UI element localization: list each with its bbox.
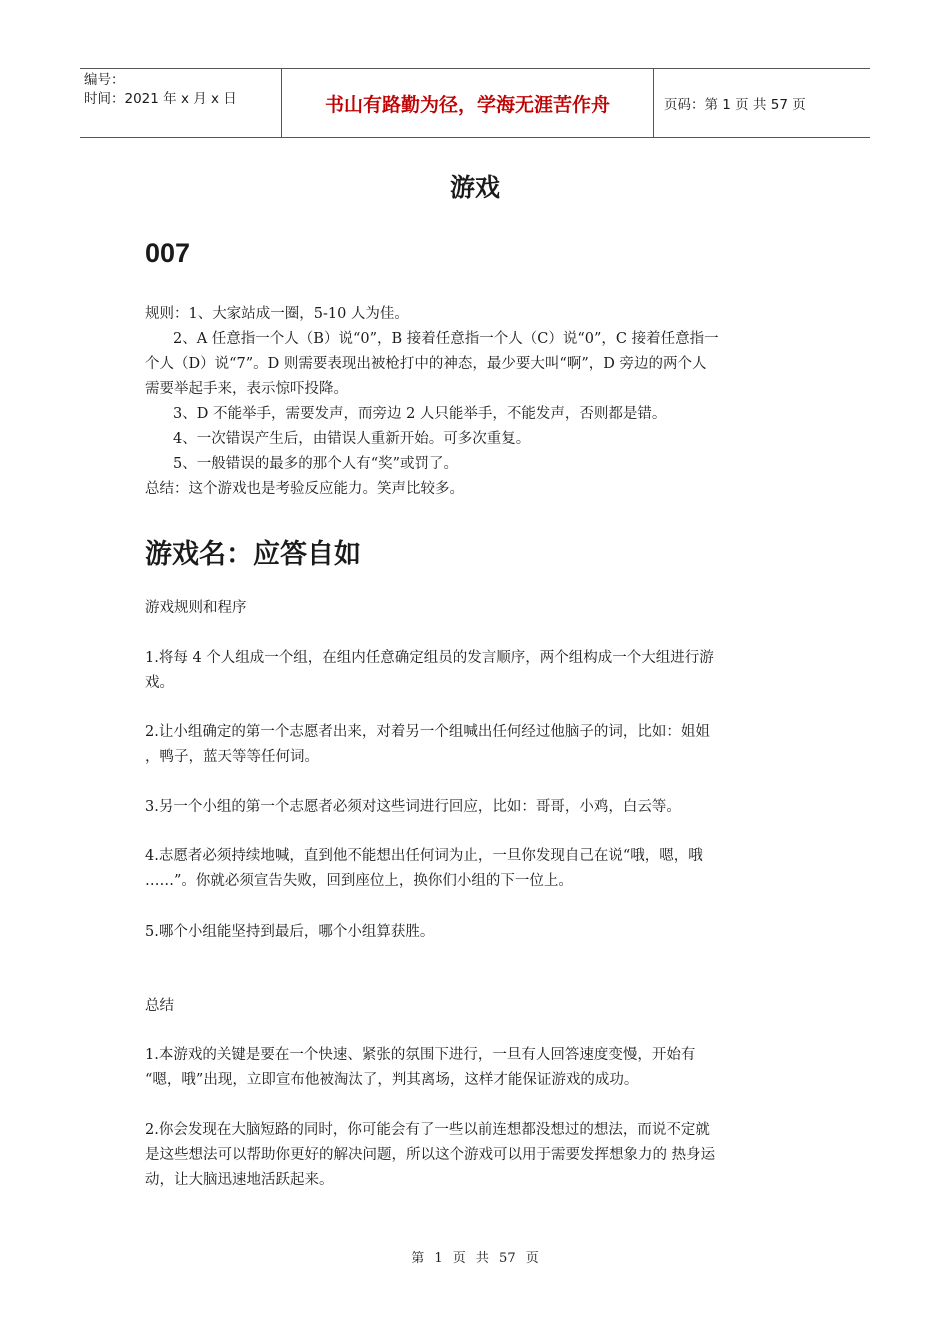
rule-1-line: 1.将每 4 个人组成一个组，在组内任意确定组员的发言顺序，两个组构成一个大组进行游 [145,650,714,666]
rule-line: 需要举起手来，表示惊吓投降。 [145,381,348,397]
time-label: 时间：2021 年 x 月 x 日 [84,91,237,107]
header-meta [80,69,282,137]
summary-1-line: “嗯，哦”出现，立即宣布他被淘汰了，判其离场，这样才能保证游戏的成功。 [145,1072,639,1088]
page-footer: 第 1 页 共 57 页 [411,1251,539,1266]
page-title: 游戏 [449,173,500,202]
rule-1-line: 戏。 [145,675,174,691]
summary-title: 总结 [145,998,174,1014]
rule-4-line: 4.志愿者必须持续地喊，直到他不能想出任何词为止，一旦你发现自己在说“哦，嗯，哦 [145,848,703,864]
section-heading-game: 游戏名：应答自如 [145,539,361,570]
number-label: 编号： [84,72,125,88]
rule-line: 个人（D）说“7”。D 则需要表现出被枪打中的神态，最少要大叫“啊”，D 旁边的两个人 [145,356,707,372]
summary-2 [145,1118,810,1193]
header-page-info: 页码：第 1 页 共 57 页 [664,97,806,113]
rule-4-line: ……”。你就必须宣告失败，回到座位上，换你们小组的下一位上。 [145,873,573,889]
rule-line: 2、A 任意指一个人（B）说“0”，B 接着任意指一个人（C）说“0”，C 接着任意指一 [173,331,719,347]
summary-2-line: 动，让大脑迅速地活跃起来。 [145,1172,334,1188]
summary-2-line: 2.你会发现在大脑短路的同时，你可能会有了一些以前连想都没想过的想法，而说不定就 [145,1122,710,1138]
page-header [80,68,870,138]
rule-line: 5、一般错误的最多的那个人有“奖”或罚了。 [173,456,459,472]
section-heading-007: 007 [145,238,191,268]
rules-title: 游戏规则和程序 [145,600,247,616]
header-motto: 书山有路勤为径，学海无涯苦作舟 [282,69,654,137]
rule-3: 3.另一个小组的第一个志愿者必须对这些词进行回应，比如：哥哥，小鸡，白云等。 [145,799,681,815]
rule-line: 4、一次错误产生后，由错误人重新开始。可多次重复。 [173,431,531,447]
rule-5: 5.哪个小组能坚持到最后，哪个小组算获胜。 [145,924,435,940]
rule-1 [145,646,810,696]
rule-line: 规则：1、大家站成一圈，5-10 人为佳。 [145,306,409,322]
section-007-body [145,302,810,502]
summary-line: 总结：这个游戏也是考验反应能力。笑声比较多。 [145,481,464,497]
rule-line: 3、D 不能举手，需要发声，而旁边 2 人只能举手，不能发声，否则都是错。 [173,406,667,422]
rule-2 [145,720,810,770]
rule-2-line: ，鸭子，蓝天等等任何词。 [145,749,319,765]
summary-1 [145,1043,810,1093]
summary-1-line: 1.本游戏的关键是要在一个快速、紧张的氛围下进行，一旦有人回答速度变慢，开始有 [145,1047,696,1063]
rule-2-line: 2.让小组确定的第一个志愿者出来，对着另一个组喊出任何经过他脑子的词，比如：姐姐 [145,724,710,740]
summary-2-line: 是这些想法可以帮助你更好的解决问题，所以这个游戏可以用于需要发挥想象力的 热身运 [145,1147,716,1163]
rule-4 [145,844,810,894]
